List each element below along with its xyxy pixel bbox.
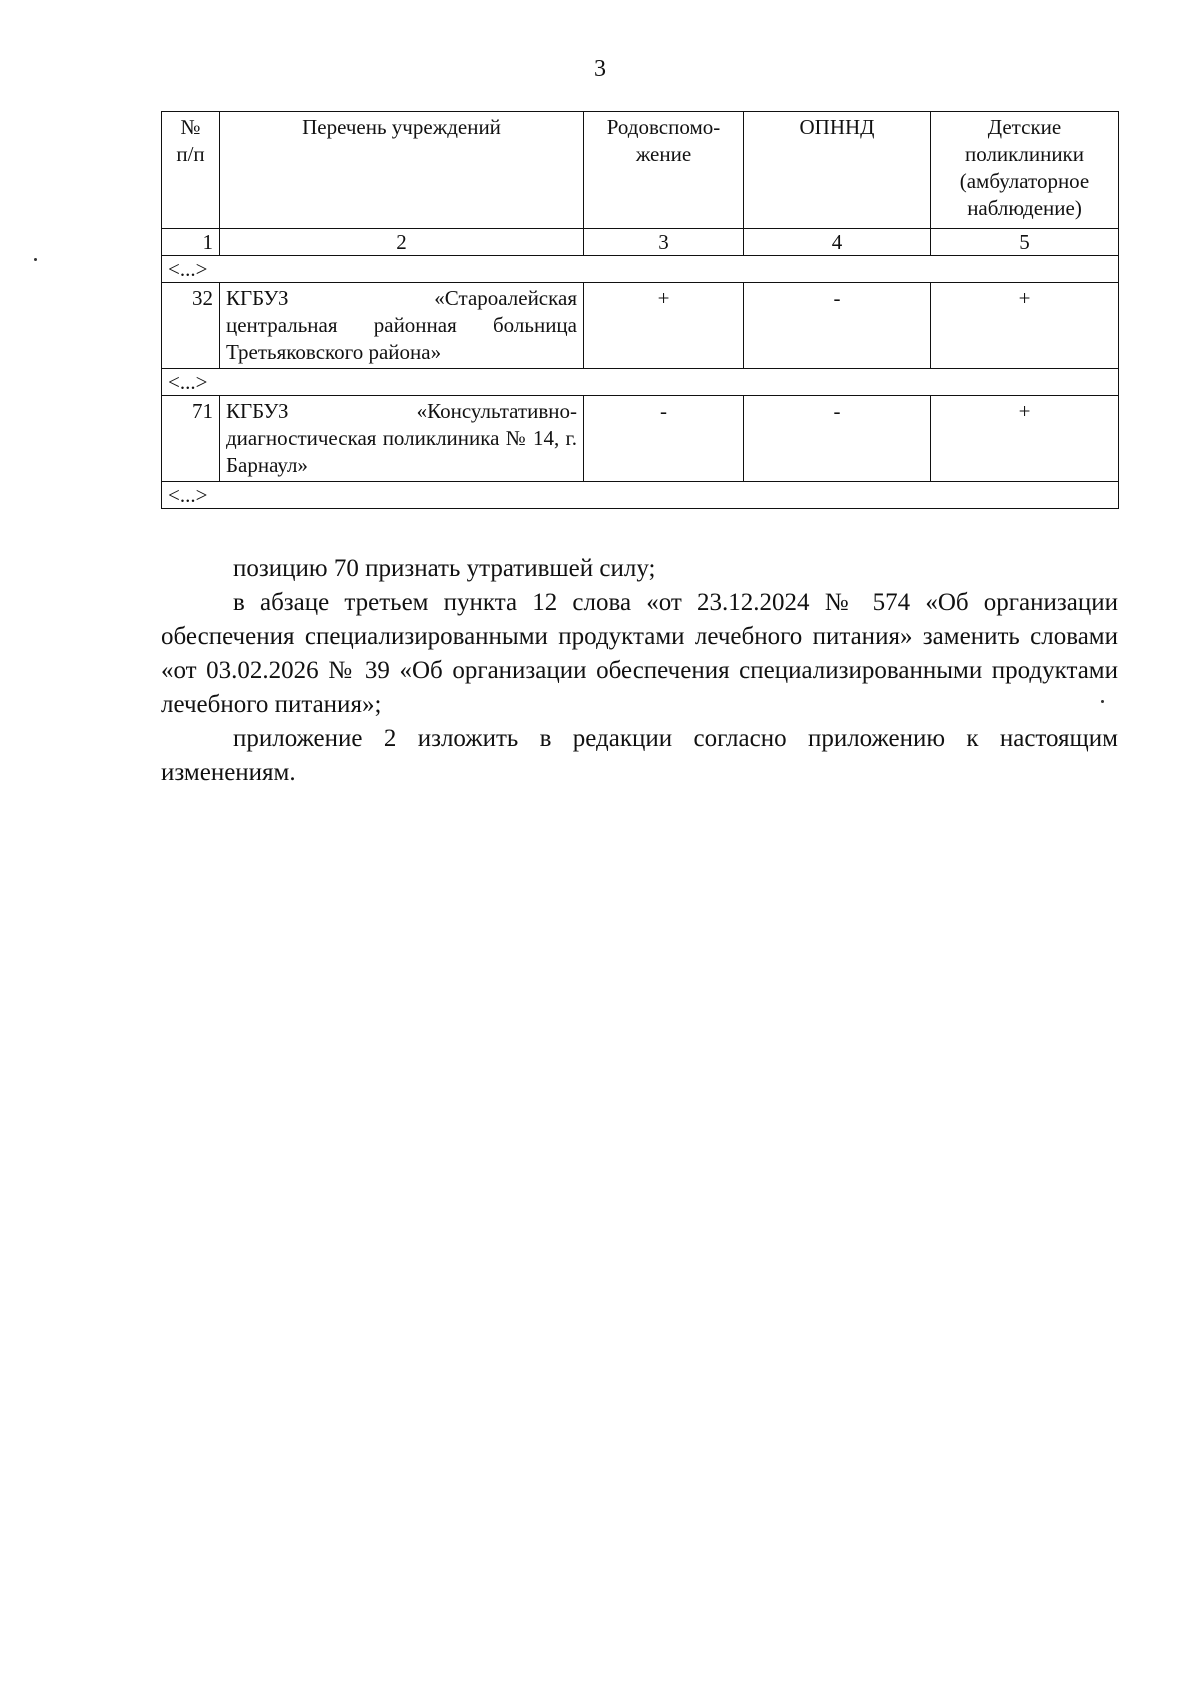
institutions-table [161, 111, 1119, 509]
table-row-ellipsis [162, 482, 1119, 509]
table-row-ellipsis [162, 256, 1119, 283]
paragraph-3: приложение 2 изложить в редакции согласно приложению к настоящим изменениям. [161, 725, 1118, 786]
scan-speck [34, 258, 37, 261]
row-obstetrics-mark: + [584, 283, 744, 369]
header-number [162, 112, 220, 229]
header-children-line2: поликлиники [964, 142, 1085, 166]
institution-name-rest: центральная районная больница Третьяковского района» [226, 313, 577, 364]
row-institution [220, 396, 584, 482]
header-obstetrics-line2: жение [635, 142, 692, 166]
column-number-4: 4 [744, 229, 931, 256]
header-number-line2: п/п [176, 142, 205, 166]
institution-type: КГБУЗ [226, 399, 289, 423]
row-children-mark: + [931, 283, 1119, 369]
table-header-row [162, 112, 1119, 229]
column-number-1: 1 [162, 229, 220, 256]
header-children-line1: Детские [987, 115, 1062, 139]
column-number-3: 3 [584, 229, 744, 256]
institution-name-start: «Староалейская [434, 286, 577, 310]
institution-name-rest: диагностическая поликлиника № 14, г. Барнаул» [226, 426, 577, 477]
ellipsis-cell: <...> [162, 256, 1119, 283]
page-number: 3 [594, 56, 606, 82]
table-row [162, 396, 1119, 482]
ellipsis-cell: <...> [162, 482, 1119, 509]
column-number-2: 2 [220, 229, 584, 256]
scan-speck [1101, 700, 1104, 703]
header-opnnd: ОПННД [744, 112, 931, 229]
institution-name-start: «Консультативно- [416, 399, 577, 423]
table-row-ellipsis [162, 369, 1119, 396]
row-opnnd-mark: - [744, 396, 931, 482]
row-number: 32 [162, 283, 220, 369]
header-obstetrics-line1: Родовспомо- [606, 115, 721, 139]
paragraph-1: позицию 70 признать утратившей силу; [233, 555, 656, 582]
column-number-5: 5 [931, 229, 1119, 256]
row-obstetrics-mark: - [584, 396, 744, 482]
header-children-line4: наблюдение) [967, 196, 1082, 220]
document-body [161, 552, 1118, 790]
header-children-line3: (амбулаторное [959, 169, 1090, 193]
header-number-line1: № [180, 115, 201, 139]
ellipsis-cell: <...> [162, 369, 1119, 396]
row-opnnd-mark: - [744, 283, 931, 369]
row-children-mark: + [931, 396, 1119, 482]
paragraph-2: в абзаце третьем пункта 12 слова «от 23.12.2024 № 574 «Об организации обеспечения специализированными продуктами лечебного питания» заменить словами «от 03.02.2026 № 39 «Об организации обеспечения специализированными продуктами лечебного питания»; [161, 589, 1118, 718]
row-institution [220, 283, 584, 369]
column-number-row [162, 229, 1119, 256]
row-number: 71 [162, 396, 220, 482]
table-row [162, 283, 1119, 369]
header-children-clinics [931, 112, 1119, 229]
institution-type: КГБУЗ [226, 286, 289, 310]
header-institutions: Перечень учреждений [220, 112, 584, 229]
header-obstetrics [584, 112, 744, 229]
